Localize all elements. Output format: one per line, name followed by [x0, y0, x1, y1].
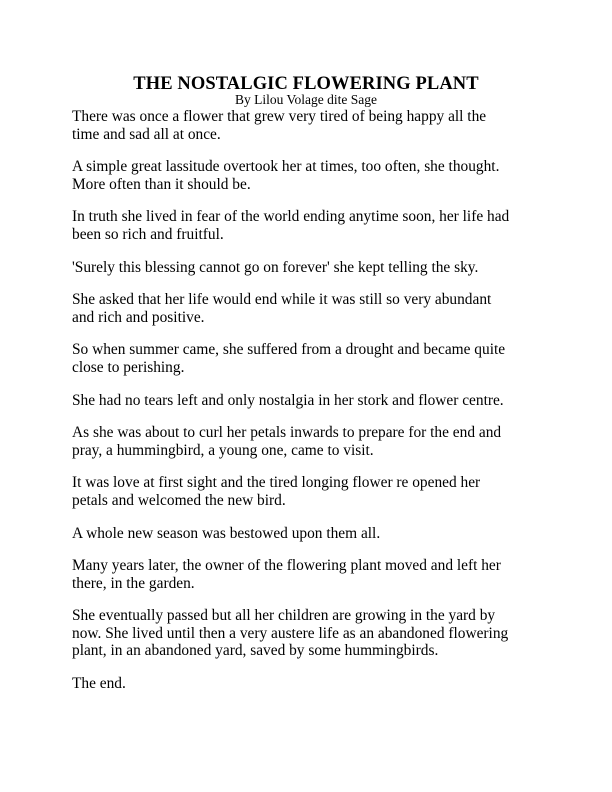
document-title: THE NOSTALGIC FLOWERING PLANT	[133, 74, 479, 94]
paragraph-line: She asked that her life would end while it was still so very abundant	[72, 291, 492, 309]
paragraph-line: plant, in an abandoned yard, saved by some hummingbirds.	[72, 642, 439, 660]
paragraph-line: A whole new season was bestowed upon them all.	[72, 524, 381, 542]
paragraph-line: petals and welcomed the new bird.	[72, 491, 286, 509]
paragraph	[72, 525, 542, 543]
paragraph-line: A simple great lassitude overtook her at times, too often, she thought.	[72, 158, 500, 176]
paragraph	[72, 607, 542, 660]
paragraph	[72, 158, 542, 193]
paragraph-line: pray, a hummingbird, a young one, came to visit.	[72, 441, 374, 459]
paragraph-line: So when summer came, she suffered from a drought and became quite	[72, 341, 506, 359]
paragraph-line: She eventually passed but all her children are growing in the yard by	[72, 607, 496, 625]
paragraph-line: and rich and positive.	[72, 308, 205, 326]
paragraph-line: now. She lived until then a very austere life as an abandoned flowering	[72, 624, 509, 642]
paragraph	[72, 208, 542, 243]
paragraph	[72, 424, 542, 459]
paragraph-line: More often than it should be.	[72, 175, 251, 193]
paragraph-line: In truth she lived in fear of the world ending anytime soon, her life had	[72, 208, 510, 226]
paragraph	[72, 291, 542, 326]
paragraph	[72, 341, 542, 376]
paragraph-line: there, in the garden.	[72, 574, 195, 592]
paragraph-line: There was once a flower that grew very tired of being happy all the	[72, 108, 487, 125]
paragraph-line: Many years later, the owner of the flowering plant moved and left her	[72, 557, 501, 575]
paragraph-line: 'Surely this blessing cannot go on forever' she kept telling the sky.	[72, 258, 479, 276]
paragraph-line: It was love at first sight and the tired longing flower re opened her	[72, 474, 481, 492]
paragraph	[72, 259, 542, 277]
paragraph-line: close to perishing.	[72, 358, 185, 376]
paragraph	[72, 675, 542, 693]
paragraph-line: She had no tears left and only nostalgia in her stork and flower centre.	[72, 391, 504, 409]
paragraph-line: been so rich and fruitful.	[72, 225, 224, 243]
paragraph	[72, 474, 542, 509]
paragraph-line: The end.	[72, 675, 126, 693]
paragraph	[72, 108, 542, 143]
paragraph-line: time and sad all at once.	[72, 125, 221, 143]
paragraph	[72, 392, 542, 410]
story-body	[72, 108, 542, 708]
paragraph-line: As she was about to curl her petals inwards to prepare for the end and	[72, 424, 502, 442]
paragraph	[72, 557, 542, 592]
author-byline: By Lilou Volage dite Sage	[235, 92, 377, 107]
